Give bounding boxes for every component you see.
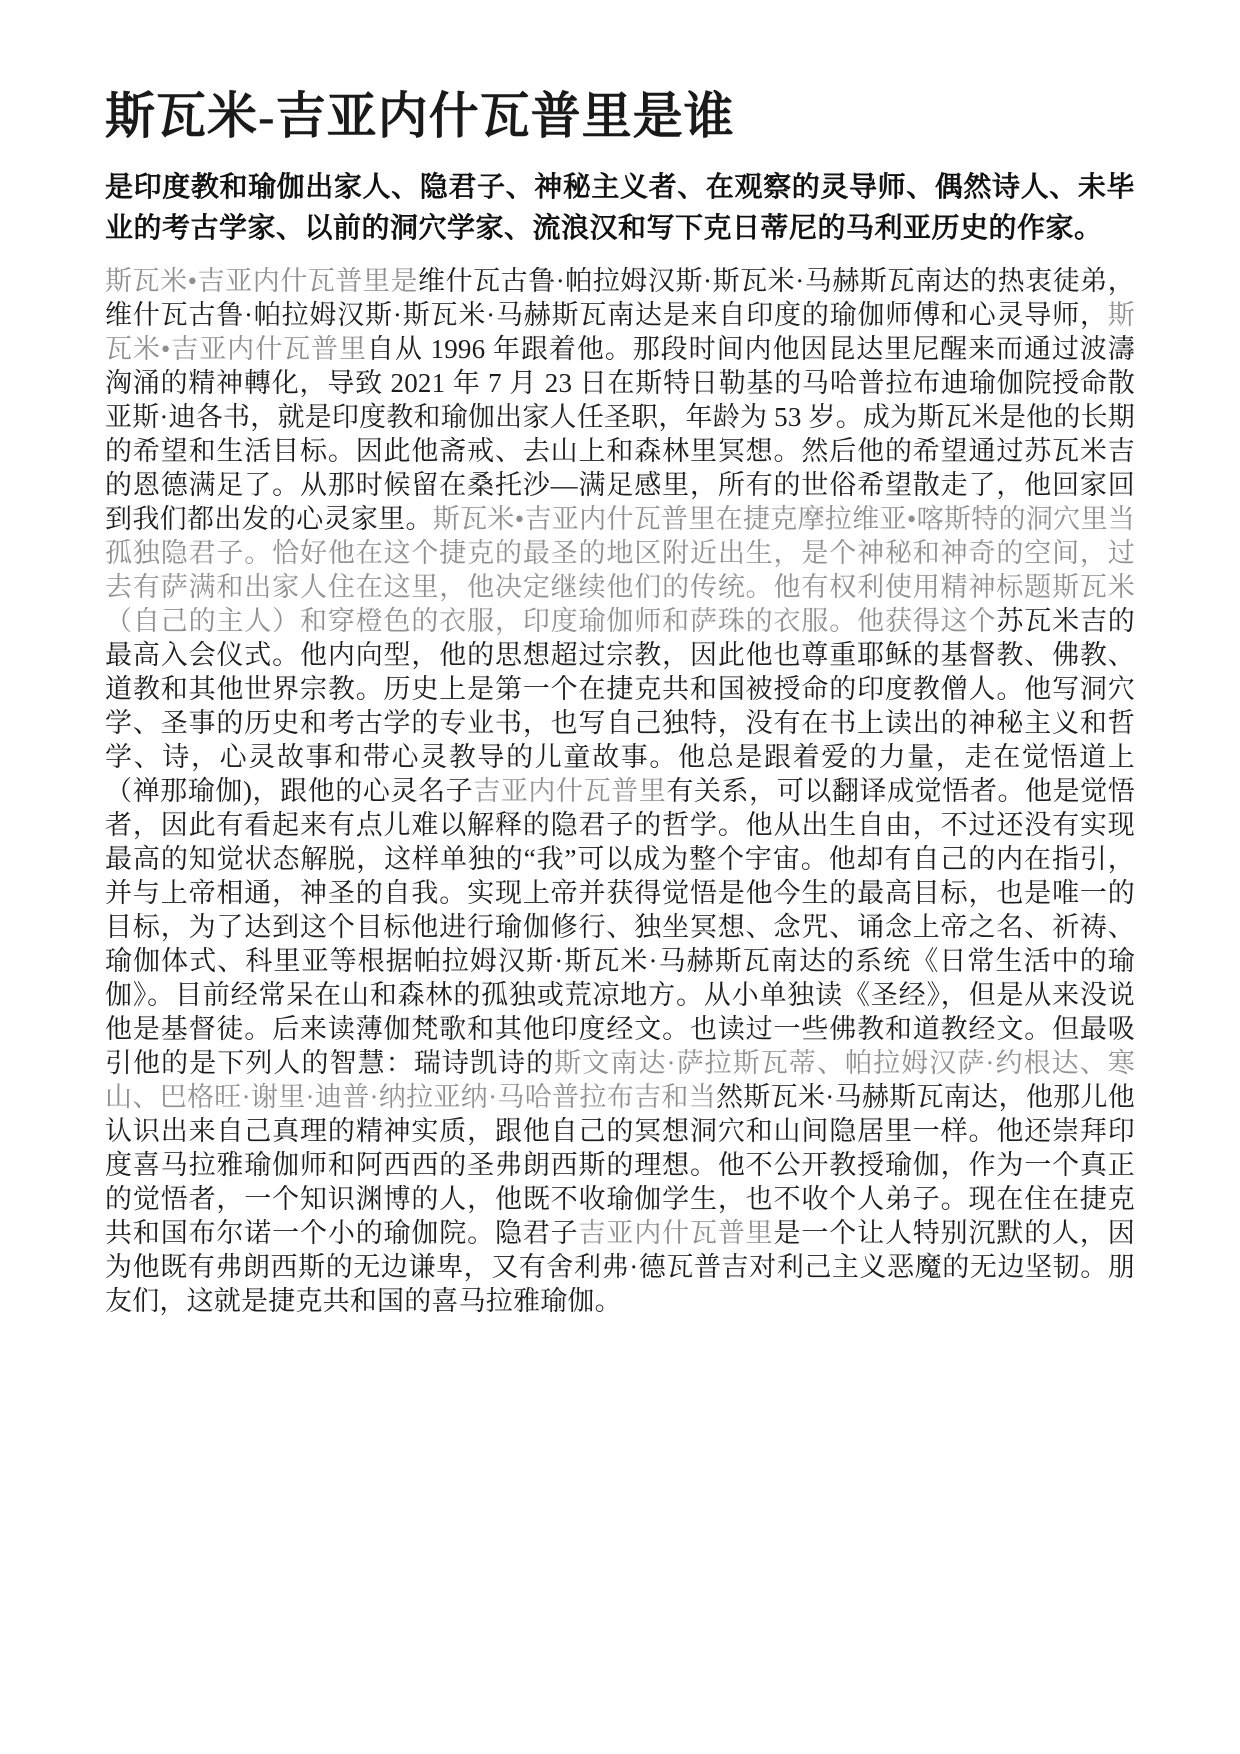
- body-text-segment-muted: 斯文南达·萨拉斯瓦蒂、帕拉姆汉萨·约根达、寒山、巴格旺·谢里·迪普·纳拉亚纳·马哈普拉布吉和当: [105, 1047, 1135, 1112]
- body-text-segment-text: 有关系，可以翻译成觉悟者。他是觉悟者，因此有看起来有点儿难以解释的隐君子的哲学。他从出生自由，不过还没有实现最高的知觉状态解脱，这样单独的“我”可以成为整个宇宙。他却有自己的内在指引，并与上帝相通，神圣的自我。实现上帝并获得觉悟是他今生的最高目标，也是唯一的目标，为了达到这个目标他进行瑜伽修行、独坐冥想、念咒、诵念上帝之名、祈祷、瑜伽体式、科里亚等根据帕拉姆汉斯·斯瓦米·马赫斯瓦南达的系统《日常生活中的瑜伽》。目前经常呆在山和森林的孤独或荒凉地方。从小单独读《圣经》，但是从来没说他是基督徒。后来读薄伽梵歌和其他印度经文。也读过一些佛教和道教经文。但最吸引他的是下列人的智慧：瑞诗凯诗的: [105, 775, 1135, 1078]
- body-text-segment-text: 然斯瓦米·马赫斯瓦南达，他那儿他认识出来自己真理的精神实质，跟他自己的冥想洞穴和山间隐居里一样。他还崇拜印度喜马拉雅瑜伽师和阿西西的圣弗朗西斯的理想。他不公开教授瑜伽，作为一个真正的觉悟者，一个知识渊博的人，他既不收瑜伽学生，也不收个人弟子。现在住在捷克共和国布尔诺一个小的瑜伽院。隐君子: [105, 1081, 1135, 1248]
- page-title: 斯瓦米-吉亚内什瓦普里是谁: [105, 88, 735, 144]
- body-paragraph: [105, 264, 1135, 1318]
- body-text-segment-muted: 斯瓦米•吉亚内什瓦普里在捷克摩拉维亚•喀斯特的洞穴里当孤独隐君子。恰好他在这个捷克的最圣的地区附近出生，是个神秘和神奇的空间，过去有萨满和出家人住在这里，他决定继续他们的传统。他有权利使用精神标题斯瓦米（自己的主人）和穿橙色的衣服，印度瑜伽师和萨珠的衣服。他获得这个: [105, 503, 1135, 636]
- body-text-segment-muted: 斯瓦米•吉亚内什瓦普里: [105, 299, 1135, 364]
- body-text-segment-text: 维什瓦古鲁·帕拉姆汉斯·斯瓦米·马赫斯瓦南达的热衷徒弟，维什瓦古鲁·帕拉姆汉斯·斯瓦米·马赫斯瓦南达是来自印度的瑜伽师傅和心灵导师，: [105, 265, 1135, 330]
- body-text-segment-muted: 斯瓦米•吉亚内什瓦普里是: [105, 265, 419, 296]
- body-text-segment-muted: 吉亚内什瓦普里: [473, 775, 667, 806]
- body-text-segment-text: 自从 1996 年跟着他。那段时间内他因昆达里尼醒来而通过波濤洶涌的精神轉化，导致 2021 年 7 月 23 日在斯特日勒基的马哈普拉布迪瑜伽院授命散亚斯·迪各书，就是印度教和瑜伽出家人任圣职，年龄为 53 岁。成为斯瓦米是他的长期的希望和生活目标。因此他斋戒、去山上和森林里冥想。然后他的希望通过苏瓦米吉的恩德满足了。从那时候留在桑托沙—满足感里，所有的世俗希望散走了，他回家回到我们都出发的心灵家里。: [105, 333, 1136, 534]
- body-text-segment-text: 苏瓦米吉的最高入会仪式。他内向型，他的思想超过宗教，因此他也尊重耶稣的基督教、佛教、道教和其他世界宗教。历史上是第一个在捷克共和国被授命的印度教僧人。他写洞穴学、圣事的历史和考古学的专业书，也写自己独特，没有在书上读出的神秘主义和哲学、诗，心灵故事和带心灵教导的儿童故事。他总是跟着爱的力量，走在觉悟道上（禅那瑜伽)，跟他的心灵名子: [105, 605, 1135, 806]
- body-text-segment-text: 是一个让人特别沉默的人，因为他既有弗朗西斯的无边谦卑，又有舍利弗·德瓦普吉对利己主义恶魔的无边坚韧。朋友们，这就是捷克共和国的喜马拉雅瑜伽。: [105, 1217, 1135, 1316]
- body-text-segment-muted: 吉亚内什瓦普里: [578, 1217, 774, 1248]
- page-subtitle: 是印度教和瑜伽出家人、隐君子、神秘主义者、在观察的灵导师、偶然诗人、未毕业的考古学家、以前的洞穴学家、流浪汉和写下克日蒂尼的马利亚历史的作家。: [105, 170, 1135, 243]
